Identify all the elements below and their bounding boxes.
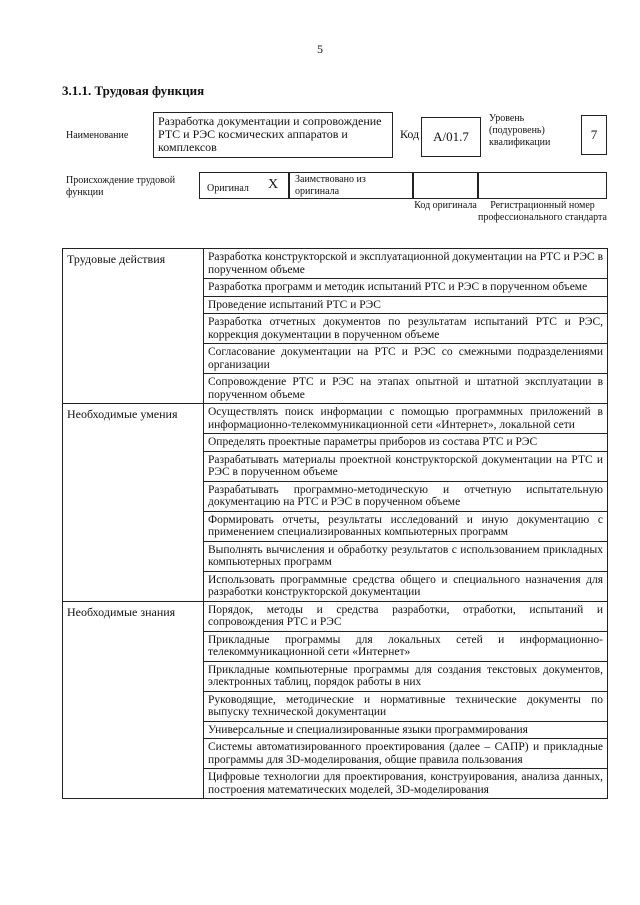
table-cell: Согласование документации на РТС и РЭС со смежными подразделениями организации: [204, 344, 608, 374]
table-cell: Разработка программ и методик испытаний РТС и РЭС в порученном объеме: [204, 279, 608, 297]
qualification-level-label: Уровень (подуровень) квалификации: [489, 113, 551, 148]
original-label: Оригинал: [207, 183, 249, 194]
table-cell: Разработка отчетных документов по результатам испытаний РТС и РЭС, коррекция документации в порученном объеме: [204, 314, 608, 344]
borrowed-cell: Заимствовано из оригинала: [289, 172, 413, 199]
function-name-field: Разработка документации и сопровождение РТС и РЭС космических аппаратов и комплексов: [153, 112, 393, 158]
table-row: [63, 404, 608, 434]
table-cell: Выполнять вычисления и обработку результатов с использованием прикладных компьютерных программ: [204, 541, 608, 571]
registration-number-cell: [478, 172, 607, 199]
table-cell: Проведение испытаний РТС и РЭС: [204, 296, 608, 314]
original-mark: X: [268, 177, 279, 192]
name-label: Наименование: [66, 130, 129, 141]
code-label: Код: [400, 127, 420, 141]
table-cell: Определять проектные параметры приборов из состава РТС и РЭС: [204, 434, 608, 452]
table-row: [63, 601, 608, 631]
table-cell: Разрабатывать материалы проектной конструкторской документации на РТС и РЭС в порученном объеме: [204, 451, 608, 481]
table-cell: Порядок, методы и средства разработки, отработки, испытаний и сопровождения РТС и РЭС: [204, 601, 608, 631]
labor-actions-label: Трудовые действия: [63, 249, 204, 404]
registration-number-caption: Регистрационный номер профессионального стандарта: [478, 200, 607, 223]
page-number: 5: [317, 42, 323, 56]
section-title: 3.1.1. Трудовая функция: [62, 83, 205, 98]
table-cell: Осуществлять поиск информации с помощью программных приложений в информационно-телекоммуникационной сети «Интернет», локальной сети: [204, 404, 608, 434]
original-code-cell: [413, 172, 478, 199]
table-cell: Прикладные компьютерные программы для создания текстовых документов, электронных таблиц, порядок работы в них: [204, 661, 608, 691]
required-skills-label: Необходимые умения: [63, 404, 204, 602]
qualification-level-field: 7: [581, 115, 607, 155]
table-cell: Сопровождение РТС и РЭС на этапах опытной и штатной эксплуатации в порученном объеме: [204, 374, 608, 404]
function-code-field: A/01.7: [421, 117, 481, 157]
labor-function-table: [62, 248, 608, 799]
table-cell: Разрабатывать программно-методическую и отчетную испытательную документацию на РТС и РЭС в порученном объеме: [204, 481, 608, 511]
table-cell: Формировать отчеты, результаты исследований и иную документацию с применением специализированных компьютерных программ: [204, 511, 608, 541]
table-cell: Руководящие, методические и нормативные технические документы по выпуску технической документации: [204, 691, 608, 721]
table-cell: Универсальные и специализированные языки программирования: [204, 721, 608, 739]
table-cell: Разработка конструкторской и эксплуатационной документации на РТС и РЭС в порученном объеме: [204, 249, 608, 279]
table-cell: Системы автоматизированного проектирования (далее – САПР) и прикладные программы для 3D-моделирования, общие правила пользования: [204, 739, 608, 769]
table-row: [63, 249, 608, 279]
table-cell: Цифровые технологии для проектирования, конструирования, анализа данных, построения математических моделей, 3D-моделирования: [204, 769, 608, 799]
required-knowledge-label: Необходимые знания: [63, 601, 204, 799]
origin-label: Происхождение трудовой функции: [66, 175, 176, 198]
table-cell: Прикладные программы для локальных сетей и информационно-телекоммуникационной сети «Интернет»: [204, 631, 608, 661]
table-cell: Использовать программные средства общего и специального назначения для разработки конструкторской документации: [204, 571, 608, 601]
original-code-caption: Код оригинала: [414, 200, 477, 211]
